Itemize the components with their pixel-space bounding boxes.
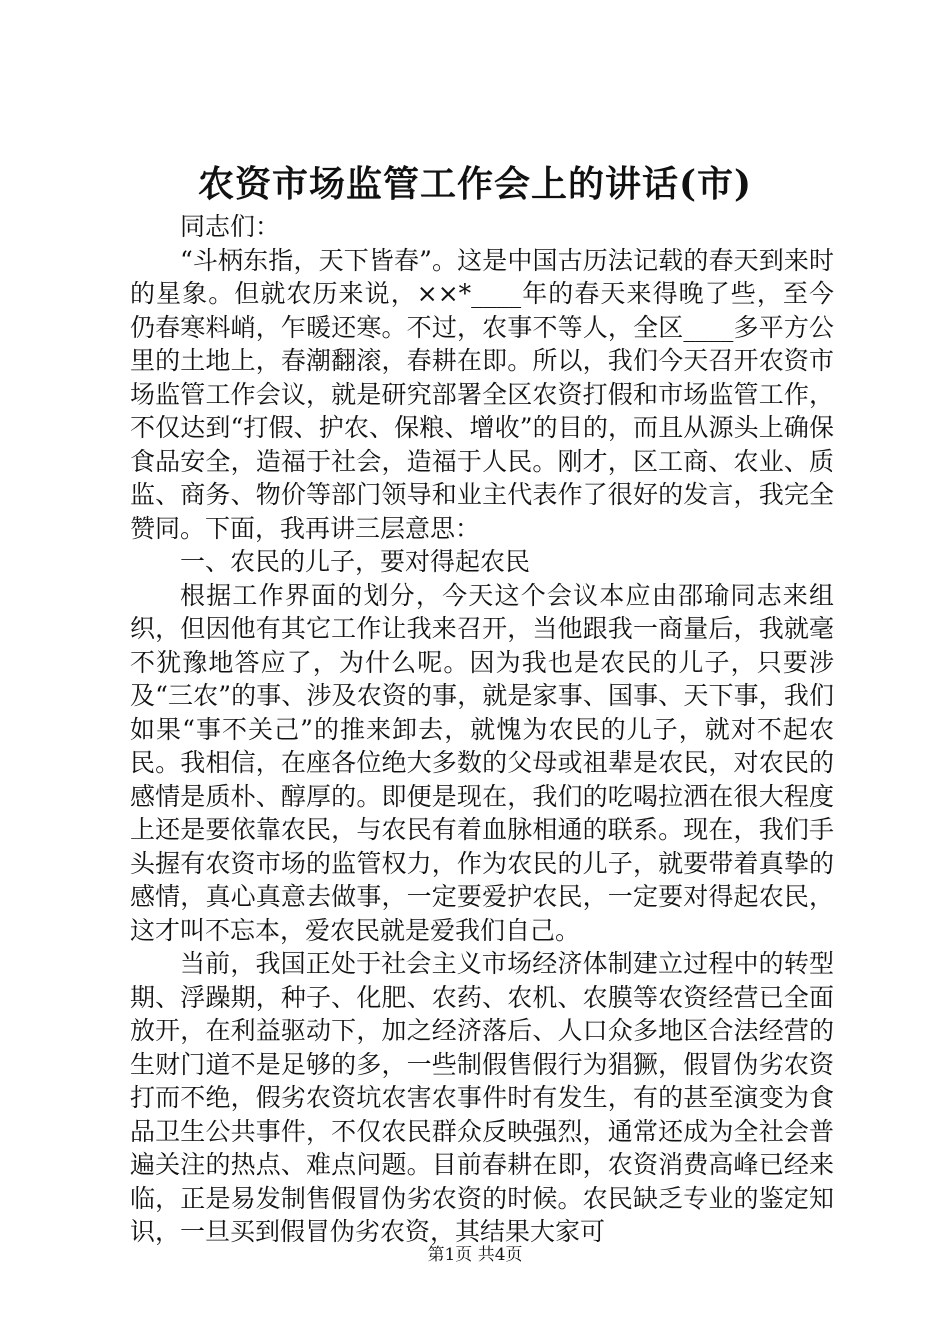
salutation: 同志们： (180, 212, 281, 241)
paragraph-current-situation: 当前，我国正处于社会主义市场经济体制建立过程中的转型期、浮躁期，种子、化肥、农药、农机、农膜等农资经营已全面放开，在利益驱动下，加之经济落后、人口众多地区合法经营的生财门道不是足够的多，一些制假售假行为猖獗，假冒伪劣农资打而不绝，假劣农资坑农害农事件时有发生，有的甚至演变为食品卫生公共事件，不仅农民群众反映强烈，通常还成为全社会普遍关注的热点、难点问题。目前春耕在即，农资消费高峰已经来临，正是易发制售假冒伪劣农资的时候。农民缺乏专业的鉴定知识，一旦买到假冒伪劣农资，其结果大家可 (130, 949, 834, 1246)
page-number-footer: 第1页 共4页 (427, 1245, 523, 1265)
paragraph-farmers-son: 根据工作界面的划分，今天这个会议本应由邵瑜同志来组织，但因他有其它工作让我来召开，当他跟我一商量后，我就毫不犹豫地答应了，为什么呢。因为我也是农民的儿子，只要涉及“三农”的事、涉及农资的事，就是家事、国事、天下事，我们如果“事不关己”的推来卸去，就愧为农民的儿子，就对不起农民。我相信，在座各位绝大多数的父母或祖辈是农民，对农民的感情是质朴、醇厚的。即便是现在，我们的吃喝拉洒在很大程度上还是要依靠农民，与农民有着血脉相通的联系。现在，我们手头握有农资市场的监管权力，作为农民的儿子，就要带着真挚的感情，真心真意去做事，一定要爱护农民，一定要对得起农民，这才叫不忘本，爱农民就是爱我们自己。 (130, 580, 834, 945)
paragraph-opening: “斗柄东指，天下皆春”。这是中国古历法记载的春天到来时的星象。但就农历来说，××*____年的春天来得晚了些，至今仍春寒料峭，乍暖还寒。不过，农事不等人，全区____多平方公里的土地上，春潮翻滚，春耕在即。所以，我们今天召开农资市场监管工作会议，就是研究部署全区农资打假和市场监管工作，不仅达到“打假、护农、保粮、增收”的目的，而且从源头上确保食品安全，造福于社会，造福于人民。刚才，区工商、农业、质监、商务、物价等部门领导和业主代表作了很好的发言，我完全赞同。下面，我再讲三层意思： (130, 245, 834, 543)
section-heading: 一、农民的儿子，要对得起农民 (180, 547, 531, 576)
document-body (130, 210, 834, 1249)
document-title: 农资市场监管工作会上的讲话(市) (197, 163, 753, 205)
